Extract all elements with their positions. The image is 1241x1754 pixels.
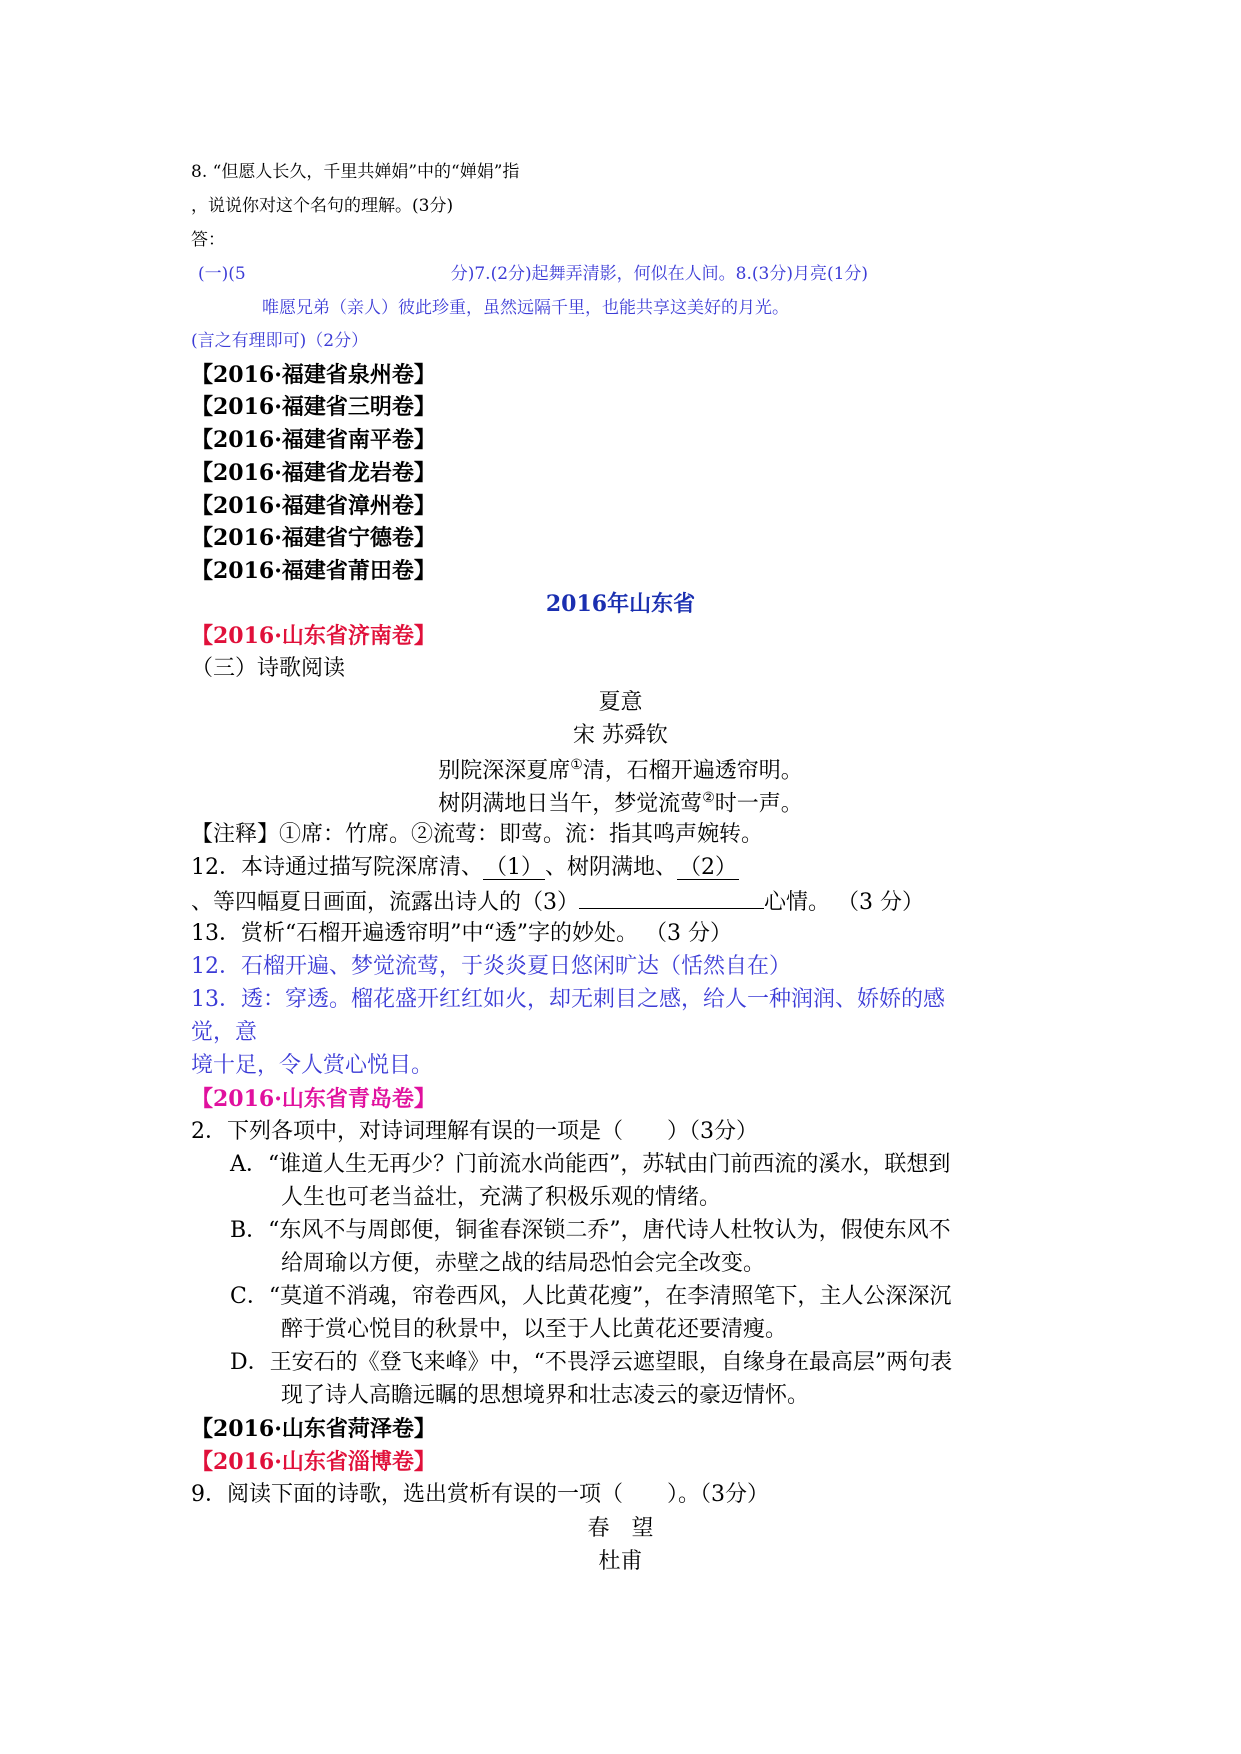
note-mark-2: ②: [702, 790, 715, 806]
question-9: 9．阅读下面的诗歌，选出赏析有误的一项（ ）。（3分）: [191, 1482, 769, 1507]
option-c-line1: C．“莫道不消魂，帘卷西风，人比黄花瘦”，在李清照笔下，主人公深深沉: [230, 1284, 952, 1309]
q12-text-d: 心情。 （3 分）: [764, 890, 924, 915]
note-mark-1: ①: [570, 757, 583, 773]
fujian-heading-sanming: 【2016·福建省三明卷】: [191, 394, 436, 420]
poem-line2-a: 树阴满地日当午，梦觉流莺: [438, 791, 703, 817]
option-d-line2: 现了诗人高瞻远瞩的思想境界和壮志凌云的豪迈情怀。: [281, 1383, 810, 1408]
poem-author: 宋 苏舜钦: [573, 723, 668, 748]
answer-line1-part-b: 分)7.(2分)起舞弄清影，何似在人间。8.(3分)月亮(1分): [450, 264, 869, 284]
poem-title: 夏意: [598, 690, 643, 715]
question-13: 13．赏析“石榴开遍透帘明”中“透”字的妙处。 （3 分）: [191, 921, 732, 946]
question-12-line1: [191, 857, 739, 880]
option-a-line1: A．“谁道人生无再少？门前流水尚能西”，苏轼由门前西流的溪水，联想到: [230, 1152, 951, 1177]
shandong-section-title: 2016年山东省: [545, 591, 696, 617]
poetry-reading-label: （三）诗歌阅读: [191, 656, 346, 681]
poem2-title: 春 望: [587, 1516, 654, 1541]
fujian-heading-quanzhou: 【2016·福建省泉州卷】: [191, 362, 436, 388]
heze-heading: 【2016·山东省菏泽卷】: [191, 1416, 436, 1442]
fujian-heading-zhangzhou: 【2016·福建省漳州卷】: [191, 493, 436, 519]
option-b-line2: 给周瑜以方便，赤壁之战的结局恐怕会完全改变。: [281, 1251, 766, 1276]
q12-blank-2: （2）: [679, 855, 738, 880]
q8-line2: ，说说你对这个名句的理解。(3分): [191, 196, 454, 216]
q12-text-a: 12．本诗通过描写院深席清、: [191, 855, 483, 880]
answer-label: 答：: [191, 230, 225, 250]
qingdao-heading: 【2016·山东省青岛卷】: [191, 1086, 436, 1112]
answer-line1-part-a: (一)(5: [198, 264, 246, 284]
fujian-heading-longyan: 【2016·福建省龙岩卷】: [191, 460, 436, 486]
question-12-line2: [191, 890, 924, 914]
option-b-line1: B．“东风不与周郎便，铜雀春深锁二乔”，唐代诗人杜牧认为，假使东风不: [230, 1218, 951, 1243]
answer-line2: 唯愿兄弟（亲人）彼此珍重，虽然远隔千里，也能共享这美好的月光。: [262, 298, 789, 318]
fujian-heading-ningde: 【2016·福建省宁德卷】: [191, 525, 436, 551]
poem2-author: 杜甫: [598, 1549, 643, 1574]
q12-text-c: 、等四幅夏日画面，流露出诗人的（3）: [191, 890, 579, 915]
option-d-line1: D．王安石的《登飞来峰》中，“不畏浮云遮望眼，自缘身在最高层”两句表: [230, 1350, 953, 1375]
answer-13-line3: 境十足，令人赏心悦目。: [191, 1053, 434, 1078]
answer-line3: (言之有理即可)（2分）: [191, 331, 369, 351]
option-c-line2: 醉于赏心悦目的秋景中，以至于人比黄花还要清瘦。: [281, 1317, 788, 1342]
answer-12: 12．石榴开遍、梦觉流莺，于炎炎夏日悠闲旷达（恬然自在）: [191, 954, 791, 979]
fujian-heading-putian: 【2016·福建省莆田卷】: [191, 558, 436, 584]
zibo-heading: 【2016·山东省淄博卷】: [191, 1449, 436, 1475]
answer-line1: [198, 266, 868, 283]
q8-line1: 8. “但愿人长久，千里共婵娟”中的“婵娟”指: [191, 162, 520, 182]
q12-blank-3: [579, 890, 764, 909]
poem-notes: 【注释】①席：竹席。②流莺：即莺。流：指其鸣声婉转。: [191, 822, 764, 847]
poem-line2: [0, 791, 1241, 815]
poem-line1-b: 清，石榴开遍透帘明。: [582, 758, 803, 784]
question-2: 2．下列各项中，对诗词理解有误的一项是（ ）（3分）: [191, 1119, 758, 1144]
poem-line1: [0, 758, 1241, 782]
poem-line1-a: 别院深深夏席: [438, 758, 571, 784]
option-a-line2: 人生也可老当益壮，充满了积极乐观的情绪。: [281, 1185, 722, 1210]
poem-line2-b: 时一声。: [714, 791, 803, 817]
fujian-heading-nanping: 【2016·福建省南平卷】: [191, 427, 436, 453]
answer-13-line1: 13．透：穿透。榴花盛开红红如火，却无刺目之感，给人一种润润、娇娇的感: [191, 987, 945, 1012]
q12-text-b: 、树阴满地、: [545, 855, 678, 880]
q12-blank-1: （1）: [485, 855, 543, 880]
jinan-heading: 【2016·山东省济南卷】: [191, 623, 436, 649]
answer-13-line2: 觉，意: [191, 1020, 258, 1045]
